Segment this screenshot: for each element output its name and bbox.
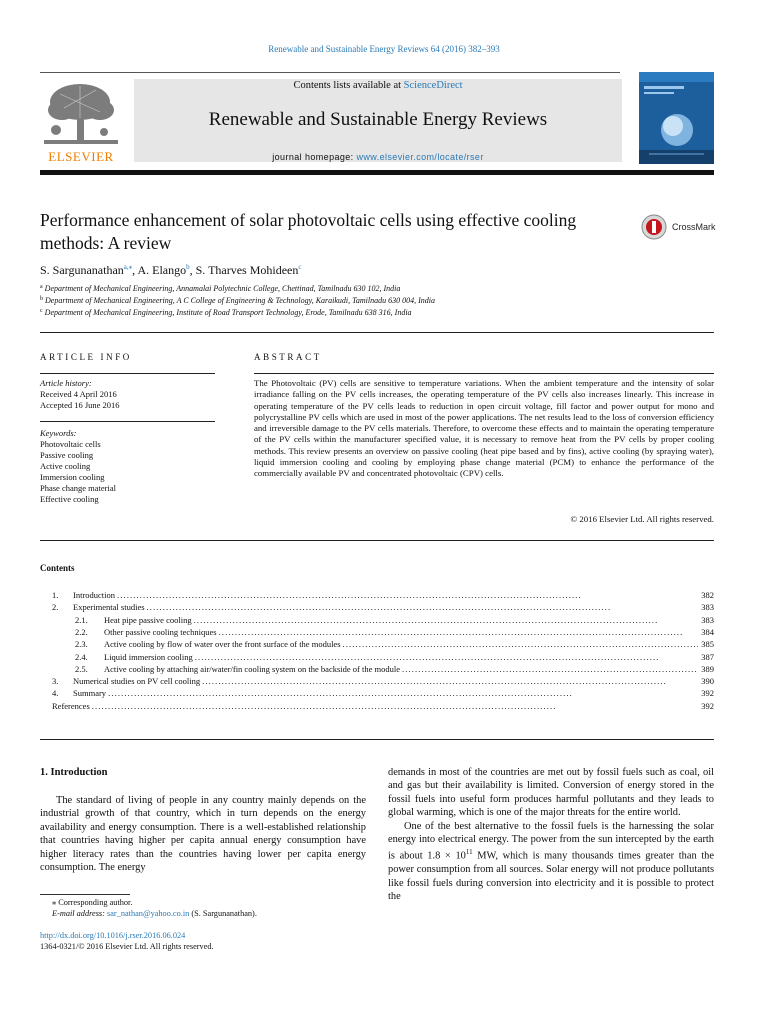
body-column-right: [388, 766, 714, 904]
toc-entry[interactable]: [40, 651, 714, 663]
corresponding-author-label: ⁎ Corresponding author.: [52, 898, 133, 907]
toc-title[interactable]: Other passive cooling techniques: [104, 626, 217, 637]
keyword[interactable]: Passive cooling: [40, 450, 94, 460]
body-paragraph: One of the best alternative to the fossil fuels is the harnessing the solar energy into electrical energy. The power from the sun intercepted by the earth is about $1.8 \times 10^{11}$ MW, which is many thousands times greater than the power consumption from all sources. Solar energy will not produce pollutants like fossil fuels during conversion into electricity and it is possible to protect the: [388, 820, 714, 903]
toc-page-number: 383: [701, 614, 714, 625]
journal-cover-image[interactable]: [639, 72, 714, 164]
body-column-left: The standard of living of people in any country mainly depends on the industrial growth of that country, which in turn depends on the energy availability and energy consumption. There is a well-established relationship that countries having higher per capita annual energy consumption have higher literacy rates than the countries having lower per capita energy consumption. The energy: [40, 795, 366, 874]
toc-title[interactable]: Numerical studies on PV cell cooling: [73, 676, 201, 687]
toc-number: 2.1.: [75, 614, 88, 625]
journal-homepage-link[interactable]: www.elsevier.com/locate/rser: [356, 152, 484, 162]
email-link[interactable]: sar_nathan@yahoo.co.in: [107, 909, 190, 918]
abstract-rule: [254, 373, 714, 374]
doi-link[interactable]: http://dx.doi.org/10.1016/j.rser.2016.06.024: [40, 931, 186, 940]
author-name[interactable]: S. Tharves Mohideen: [195, 263, 299, 277]
toc-title[interactable]: Experimental studies: [73, 602, 145, 613]
author-name[interactable]: A. Elango: [137, 263, 187, 277]
toc-number: 1.: [52, 590, 59, 600]
section-divider: [40, 332, 714, 333]
email-suffix: (S. Sargunanathan).: [189, 909, 257, 918]
keyword[interactable]: Photovoltaic cells: [40, 439, 101, 449]
toc-leader-dots: [219, 626, 699, 638]
issn-line: 1364-0321/© 2016 Elsevier Ltd. All rights reserved.: [40, 942, 214, 951]
keywords-rule: [40, 421, 215, 422]
toc-page-number: 392: [701, 700, 714, 711]
journal-homepage-line: journal homepage: www.elsevier.com/locate/rser: [272, 152, 484, 162]
crossmark-label[interactable]: CrossMark: [672, 222, 716, 232]
keyword[interactable]: Immersion cooling: [40, 472, 105, 482]
received-date: Received 4 April 2016: [40, 389, 117, 399]
toc-entry[interactable]: [40, 626, 714, 638]
toc-title[interactable]: References: [52, 700, 90, 711]
toc-entry[interactable]: [40, 601, 714, 613]
keyword[interactable]: Effective cooling: [40, 494, 99, 504]
body-paragraph: demands in most of the countries are met out by fossil fuels such as coal, oil and gas but their availability is limited. Conversion of energy stored in the fossil fuels into useful form produces harmful pollutants and they leads to global warming, which is one of the major threats for the entire world.: [388, 767, 714, 819]
toc-entry[interactable]: [40, 614, 714, 626]
toc-leader-dots: [108, 687, 698, 699]
journal-title: Renewable and Sustainable Energy Reviews: [208, 109, 548, 130]
toc-leader-dots: [194, 614, 699, 626]
toc-leader-dots: [202, 675, 698, 687]
toc-title[interactable]: Heat pipe passive cooling: [104, 614, 192, 625]
toc-entry[interactable]: [40, 700, 714, 712]
toc-title[interactable]: Active cooling by flow of water over the front surface of the modules: [104, 639, 341, 650]
toc-page-number: 384: [701, 626, 714, 637]
toc-leader-dots: [343, 638, 699, 650]
affiliation: $^a$ Department of Mechanical Engineering, Annamalai Polytechnic College, Chettinad, Tamilnadu 630 102, India: [40, 284, 401, 293]
toc-number: 2.4.: [75, 651, 88, 662]
toc-title[interactable]: Introduction: [73, 590, 116, 600]
section-divider: [40, 540, 714, 541]
toc-page-number: 382: [701, 590, 714, 600]
corresponding-author-footnote: [52, 897, 257, 919]
article-history: [40, 378, 215, 411]
toc-title[interactable]: Summary: [73, 688, 107, 699]
toc-leader-dots: [92, 700, 698, 712]
toc-number: 4.: [52, 688, 59, 699]
author-separator: ,: [189, 263, 196, 277]
affiliation: $^b$ Department of Mechanical Engineering, A C College of Engineering & Technology, Karaikudi, Tamilnadu 630 004, India: [40, 296, 435, 305]
contents-heading: Contents: [40, 563, 75, 573]
author-affiliation-mark[interactable]: a,⁎: [123, 263, 133, 271]
accepted-date: Accepted 16 June 2016: [40, 400, 120, 410]
affiliation: $^c$ Department of Mechanical Engineering, Institute of Road Transport Technology, Erode, Tamilnadu 638 316, India: [40, 308, 412, 317]
abstract-heading: ABSTRACT: [254, 352, 322, 362]
toc-leader-dots: [147, 601, 699, 613]
toc-entry[interactable]: [40, 638, 714, 650]
journal-reference-link[interactable]: Renewable and Sustainable Energy Reviews 64 (2016) 382–393: [268, 44, 500, 54]
keyword[interactable]: Phase change material: [40, 483, 116, 493]
abstract-text: The Photovoltaic (PV) cells are sensitive to temperature variations. When the ambient temperature and the intensity of solar irradiance falling on the PV cells increases, the operating temperature of the PV cells also increases linearly. This increase in operating temperature of the PV cells leads to reduction in open circuit voltage, fill factor and power output for mono and polycrystalline PV cells which are used in most of the power applications. The net results lead to the loss of conversion efficiency and irreversible damage to the PV cells materials. Therefore, to overcome these effects and to maintain the operating temperature of the PV cells within the manufacturer specified value, it is necessary to remove heat from the PV cells by proper cooling methods. This review presents an overview on passive cooling (heat pipe based and by fins), active cooling (by spraying water), liquid immersion cooling and cooling by employing phase change material (PCM) to enhance the performance of the commercially available PV and concentrated photovoltaic (CPV) cells.: [254, 378, 714, 479]
toc-entry[interactable]: [40, 687, 714, 699]
toc-number: 2.: [52, 602, 59, 613]
toc-number: 3.: [52, 676, 59, 687]
contents-available-line: Contents lists available at ScienceDirect: [293, 80, 463, 91]
article-title: Performance enhancement of solar photovoltaic cells using effective cooling methods: A review: [40, 210, 577, 253]
author-name[interactable]: S. Sargunanathan: [40, 263, 124, 277]
author-affiliation-mark[interactable]: c: [298, 263, 302, 271]
abstract-copyright: © 2016 Elsevier Ltd. All rights reserved.: [570, 514, 714, 524]
toc-page-number: 389: [701, 663, 714, 674]
header-bottom-rule: [40, 170, 714, 175]
introduction-heading: 1. Introduction: [40, 767, 108, 778]
toc-number: 2.5.: [75, 663, 88, 674]
author-affiliation-mark[interactable]: b: [186, 263, 190, 271]
article-info-rule: [40, 373, 215, 374]
history-label: Article history:: [40, 378, 92, 388]
header-top-rule: [40, 72, 620, 73]
toc-leader-dots: [195, 651, 698, 663]
toc-page-number: 383: [701, 602, 714, 613]
toc-page-number: 385: [701, 639, 714, 650]
elsevier-wordmark: ELSEVIER: [48, 149, 114, 164]
section-divider: [40, 739, 714, 740]
toc-page-number: 392: [701, 688, 714, 699]
author-list: [40, 263, 302, 278]
article-info-heading: ARTICLE INFO: [40, 352, 132, 362]
keywords-label: Keywords:: [40, 428, 77, 438]
toc-entry[interactable]: [40, 675, 714, 687]
keywords-list: [40, 428, 215, 505]
doi-block: [40, 930, 214, 952]
toc-leader-dots: [402, 663, 698, 675]
toc-page-number: 387: [701, 651, 714, 662]
author-separator: ,: [132, 263, 138, 277]
toc-number: 2.3.: [75, 639, 88, 650]
email-label: E-mail address:: [52, 909, 107, 918]
toc-title[interactable]: Active cooling by attaching air/water/fin cooling system on the backside of the module: [104, 663, 401, 674]
footnote-rule: [40, 894, 130, 895]
toc-page-number: 390: [701, 676, 714, 687]
toc-entry[interactable]: [40, 663, 714, 675]
toc-entry[interactable]: [40, 589, 714, 601]
toc-title[interactable]: Liquid immersion cooling: [104, 651, 193, 662]
sciencedirect-link[interactable]: ScienceDirect: [403, 80, 463, 91]
toc-leader-dots: [117, 589, 698, 601]
keyword[interactable]: Active cooling: [40, 461, 91, 471]
toc-number: 2.2.: [75, 626, 88, 637]
